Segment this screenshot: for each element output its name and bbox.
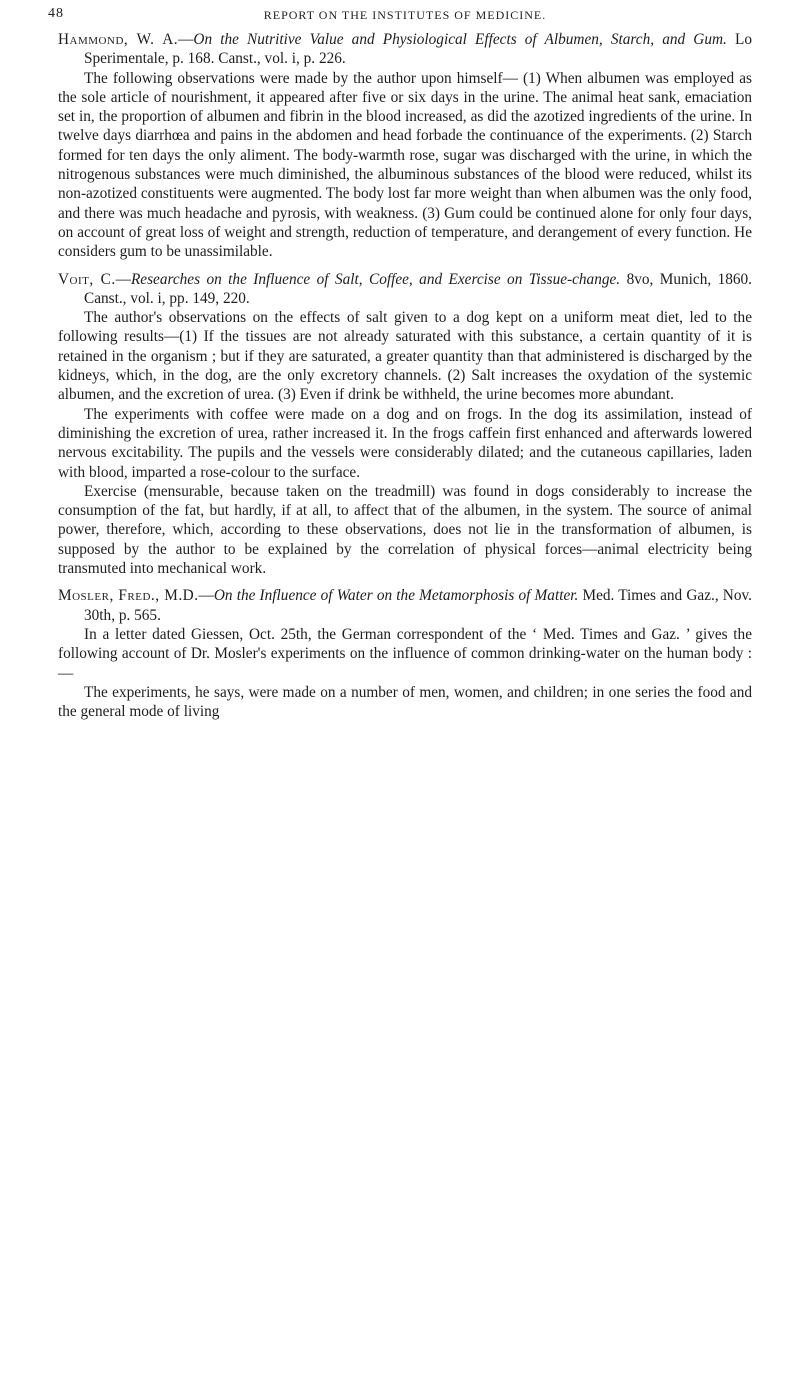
entry-title: On the Influence of Water on the Metamorphosis of Matter. <box>213 587 579 605</box>
entry-title: On the Nutritive Value and Physiological Effects of Albumen, Starch, and Gum. <box>193 31 727 48</box>
entry-author: Mosler, Fred., M.D. <box>58 587 199 605</box>
entry-paragraph: The experiments, he says, were made on a number of men, women, and children; in one series the food and the general mode of living <box>58 683 752 721</box>
bibliography-entry <box>58 30 752 262</box>
entry-source: Lo Sperimentale, p. 168. Canst., vol. i, p. 226. <box>84 31 752 68</box>
entry-paragraph: The following observations were made by the author upon himself— (1) When albumen was employed as the sole article of nourishment, it appeared after five or six days in the urine. The animal heat sank, emaciation set in, the proportion of albumen and fibrin in the blood increased, as did the azotized ingredients of the urine. In twelve days diarrhœa and pains in the abdomen and head forbade the continuance of the experiments. (2) Starch formed for ten days the only aliment. The body-warmth rose, sugar was discharged with the urine, in which the nitrogenous substances were much diminished, the albuminous substances of the blood were reduced, whilst its non-azotized constituents were augmented. The body lost far more weight than when albumen was the only food, and there was much headache and pyrosis, with weakness. (3) Gum could be continued alone for only four days, on account of great loss of weight and strength, reduction of temperature, and derangement of every function. He considers gum to be unassimilable. <box>58 69 752 261</box>
entry-citation: Mosler, Fred., M.D.—On the Influence of Water on the Metamorphosis of Matter. Med. Times and Gaz., Nov. 30th, p. 565. <box>58 587 752 624</box>
bibliography-entry <box>58 270 752 579</box>
entry-paragraph: In a letter dated Giessen, Oct. 25th, the German correspondent of the ‘ Med. Times and Gaz. ’ gives the following account of Dr. Mosler's experiments on the influence of common drinking-water on the human body :— <box>58 625 752 682</box>
bibliography-entry <box>58 586 752 721</box>
entry-paragraph: Exercise (mensurable, because taken on the treadmill) was found in dogs considerably to increase the consumption of the fat, but hardly, if at all, to affect that of the albumen, in the system. The source of animal power, therefore, which, according to these observations, does not lie in the transformation of albumen, is supposed by the author to be explained by the correlation of physical forces—animal electricity being transmuted into mechanical work. <box>58 482 752 578</box>
entry-paragraph: The experiments with coffee were made on a dog and on frogs. In the dog its assimilation, instead of diminishing the excretion of urea, rather increased it. In the frogs caffein first enhanced and afterwards lowered nervous excitability. The pupils and the vessels were considerably dilated; and the cutaneous capillaries, laden with blood, imparted a rose-colour to the surface. <box>58 405 752 481</box>
entry-source: Med. Times and Gaz., Nov. 30th, p. 565. <box>84 587 752 624</box>
entry-citation: Voit, C.—Researches on the Influence of Salt, Coffee, and Exercise on Tissue-change. 8vo, Munich, 1860. Canst., vol. i, pp. 149, 220. <box>58 270 753 307</box>
running-title: REPORT ON THE INSTITUTES OF MEDICINE. <box>263 8 547 22</box>
page-number: 48 <box>48 6 64 21</box>
entry-citation: Hammond, W. A.—On the Nutritive Value and Physiological Effects of Albumen, Starch, and Gum. Lo Sperimentale, p. 168. Canst., vol. i, p. 226. <box>58 31 752 68</box>
entry-author: Hammond, W. A. <box>58 31 179 48</box>
entry-paragraph: The author's observations on the effects of salt given to a dog kept on a uniform meat diet, led to the following results—(1) If the tissues are not already saturated with this substance, a certain quantity of it is retained in the organism ; but if they are saturated, a greater quantity than that administered is discharged by the kidneys, which, in the dog, are the only excretory channels. (2) Salt increases the oxydation of the systemic albumen, and the excretion of urea. (3) Even if drink be withheld, the urine becomes more abundant. <box>58 309 752 404</box>
entry-source: 8vo, Munich, 1860. Canst., vol. i, pp. 149, 220. <box>84 270 753 307</box>
entry-author: Voit, C. <box>58 270 116 288</box>
entry-title: Researches on the Influence of Salt, Coffee, and Exercise on Tissue-change. <box>130 270 621 288</box>
running-header <box>48 0 752 30</box>
